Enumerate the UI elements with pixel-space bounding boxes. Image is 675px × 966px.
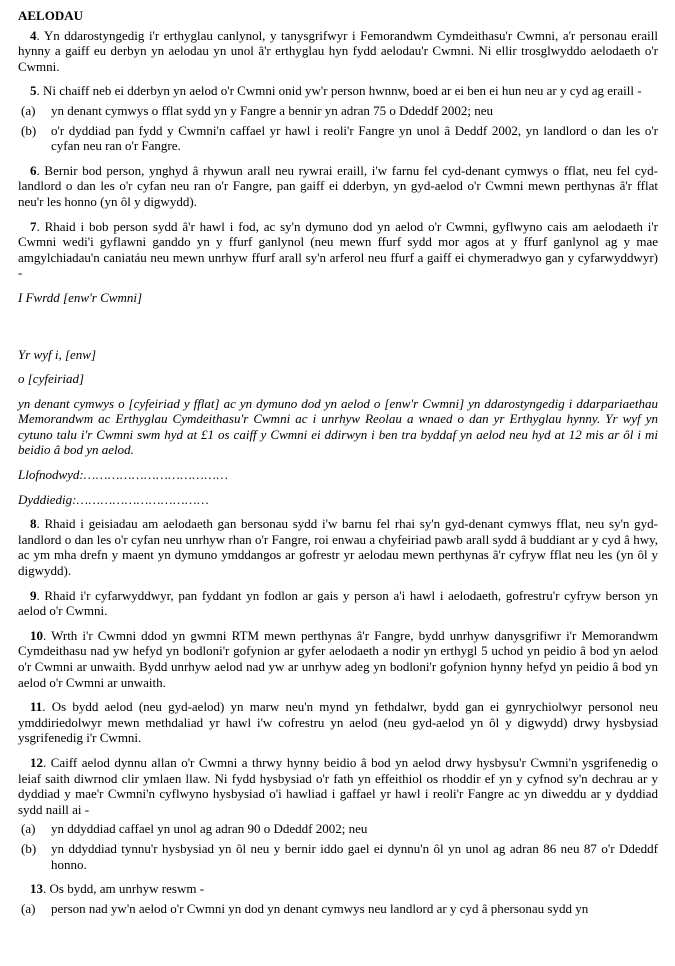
- article-number: 9: [30, 587, 37, 603]
- date-dots: ……………………………: [76, 491, 210, 507]
- section-heading: AELODAU: [18, 8, 84, 23]
- item-text: yn denant cymwys o fflat sydd yn y Fangre a bennir yn adran 75 o Ddeddf 2002; neu: [51, 102, 494, 118]
- form-address-line: o [cyfeiriad]: [18, 371, 85, 387]
- form-signature-line: [18, 467, 658, 483]
- article-4: [18, 28, 658, 75]
- item-text: yn ddyddiad caffael yn unol ag adran 90 o Ddeddf 2002; neu: [51, 821, 368, 837]
- article-number: 13: [30, 881, 43, 897]
- article-text: . Wrth i'r Cwmni ddod yn gwmni RTM mewn perthynas â'r Fangre, bydd unrhyw danysgrifiwr i'r Memorandwm Cymdeithasu nad yw hefyd yn bodloni'r gofynion ar gyfer aelodaeth a nodir yn erthygl 5 uchod yn peidio â bod yn aelod o'r Cwmni ar unwaith. Bydd unrhyw aelod nad yw ar unrhyw adeg yn bodloni'r gofynion hynny hefyd yn peidio â bod yn aelod o'r Cwmni ar unwaith.: [18, 627, 658, 690]
- item-label: (a): [21, 102, 36, 118]
- article-10: [18, 628, 658, 690]
- article-text: . Caiff aelod dynnu allan o'r Cwmni a thrwy hynny beidio â bod yn aelod drwy hysbysu'r Cwmni'n ysgrifenedig o leiaf saith diwrnod clir ymlaen llaw. Ni fydd hysbysiad o'r fath yn effeithiol os rhoddir ef yn y cyfnod sy'n dechrau ar y dyddiad y mae'r Cwmni'n cyflwyno hysbysiad o'i hawliad i gaffael yr hawl i reoli'r Fangre ac yn diweddu ar y dyddiad sydd naill ai -: [18, 754, 658, 817]
- item-label: (a): [21, 900, 36, 916]
- article-8: [18, 516, 658, 578]
- article-text: . Os bydd, am unrhyw reswm -: [43, 881, 205, 897]
- article-text: . Os bydd aelod (neu gyd-aelod) yn marw neu'n mynd yn fethdalwr, bydd gan ei gynrychiolwyr personol neu ymddiriedolwyr mewn methdaliad yr hawl i'w cofrestru yn aelod (neu gyd-aelod yn ôl y digwydd) drwy hysbysiad ysgrifenedig i'r Cwmni.: [18, 699, 658, 746]
- article-text: . Ni chaiff neb ei dderbyn yn aelod o'r Cwmni onid yw'r person hwnnw, boed ar ei ben ei hun neu ar y cyd ag eraill -: [36, 83, 642, 99]
- article-13: [18, 881, 658, 897]
- item-label: (b): [21, 122, 37, 138]
- signature-dots: ………………………………: [83, 467, 229, 483]
- form-body: yn denant cymwys o [cyfeiriad y fflat] ac yn dymuno dod yn aelod o [enw'r Cwmni] yn ddarostyngedig i ddarpariaethau Memorandwm ac Erthyglau Cymdeithasu'r Cwmni ac i unrhyw Reolau a wnaed o dan yr Erthyglau hynny. Yr wyf yn cytuno talu i'r Cwmni swm hyd at £1 os caiff y Cwmni ei ddirwyn i ben tra byddaf yn aelod neu hyd at 12 mis ar ôl i mi beidio â bod yn aelod.: [18, 395, 658, 458]
- article-5-item-b: [18, 123, 658, 154]
- article-6: [18, 163, 658, 210]
- article-number: 11: [30, 699, 43, 715]
- item-text: person nad yw'n aelod o'r Cwmni yn dod yn denant cymwys neu landlord ar y cyd â phersonau sydd yn: [51, 900, 589, 916]
- article-text: . Rhaid i'r cyfarwyddwyr, pan fyddant yn fodlon ar gais y person a'i hawl i aelodaeth, gofrestru'r cyfryw berson yn aelod o'r Cwmni.: [18, 587, 658, 619]
- signature-label: Llofnodwyd:: [18, 467, 84, 483]
- article-number: 8: [30, 516, 37, 532]
- article-5-item-a: [18, 103, 658, 119]
- article-12-item-a: [18, 821, 658, 837]
- article-text: . Yn ddarostyngedig i'r erthyglau canlynol, y tanysgrifwyr i Femorandwm Cymdeithasu'r Cwmni, a'r personau eraill hynny a gaiff eu derbyn yn aelodau yn unol â'r erthyglau hyn fydd aelodau'r Cwmni. Ni ellir trosglwyddo aelodaeth o'r Cwmni.: [18, 27, 658, 74]
- article-9: [18, 588, 658, 619]
- article-text: . Rhaid i geisiadau am aelodaeth gan bersonau sydd i'w barnu fel rhai sy'n gyd-denant cymwys fflat, neu sy'n gyd-landlord o dan les o'r cyfan neu unrhyw rhan o'r Fangre, roi enwau a chyfeiriad pawb arall sydd â buddiant ar y cyd â hwy, ac ym mha drefn y maent yn dymuno ymddangos ar gofrestr yr aelodau mewn perthynas â'r cyfryw fflat neu les (yn ôl y digwydd).: [18, 516, 658, 579]
- article-number: 6: [30, 162, 37, 178]
- article-number: 7: [30, 218, 37, 234]
- article-text: . Bernir bod person, ynghyd â rhywun arall neu rywrai eraill, i'w farnu fel cyd-denant cymwys o fflat, neu fel cyd-landlord o dan les o'r cyfan neu ran o'r Fangre, pan gaiff ei dderbyn, yn gyd-aelod o'r Cwmni mewn perthynas â'r fflat neu'r les honno (yn ôl y digwydd).: [18, 162, 658, 209]
- form-date-line: [18, 492, 658, 508]
- item-text: yn ddyddiad tynnu'r hysbysiad yn ôl neu y bernir iddo gael ei dynnu'n ôl yn unol ag adran 86 neu 87 o'r Ddeddf honno.: [51, 840, 658, 872]
- article-5: [18, 83, 658, 99]
- article-number: 5: [30, 83, 37, 99]
- article-11: [18, 699, 658, 746]
- article-text: . Rhaid i bob person sydd â'r hawl i fod, ac sy'n dymuno dod yn aelod o'r Cwmni, gyflwyno cais am aelodaeth i'r Cwmni wedi'i gyflawni ganddo yn y ffurf ganlynol (neu mewn ffurf sydd mor agos at y ffurf ganlynol ag y mae amgylchiadau'n caniatáu neu mewn unrhyw ffurf arall sy'n arferol neu ffurf a gaiff ei chymeradwyo gan y cyfarwyddwyr) -: [18, 218, 658, 281]
- article-number: 4: [30, 27, 37, 43]
- article-7: [18, 219, 658, 281]
- article-12-item-b: [18, 841, 658, 872]
- form-addressee: I Fwrdd [enw'r Cwmni]: [18, 289, 143, 305]
- article-number: 10: [30, 627, 43, 643]
- item-label: (b): [21, 840, 37, 856]
- document-page: [18, 8, 658, 916]
- article-12: [18, 755, 658, 817]
- date-label: Dyddiedig:: [18, 491, 77, 507]
- article-number: 12: [30, 754, 43, 770]
- article-13-item-a: [18, 901, 658, 917]
- form-name-line: Yr wyf i, [enw]: [18, 346, 97, 362]
- item-text: o'r dyddiad pan fydd y Cwmni'n caffael yr hawl i reoli'r Fangre yn unol â Deddf 2002, yn landlord o dan les o'r cyfan neu ran o'r Fangre.: [51, 122, 658, 154]
- item-label: (a): [21, 821, 36, 837]
